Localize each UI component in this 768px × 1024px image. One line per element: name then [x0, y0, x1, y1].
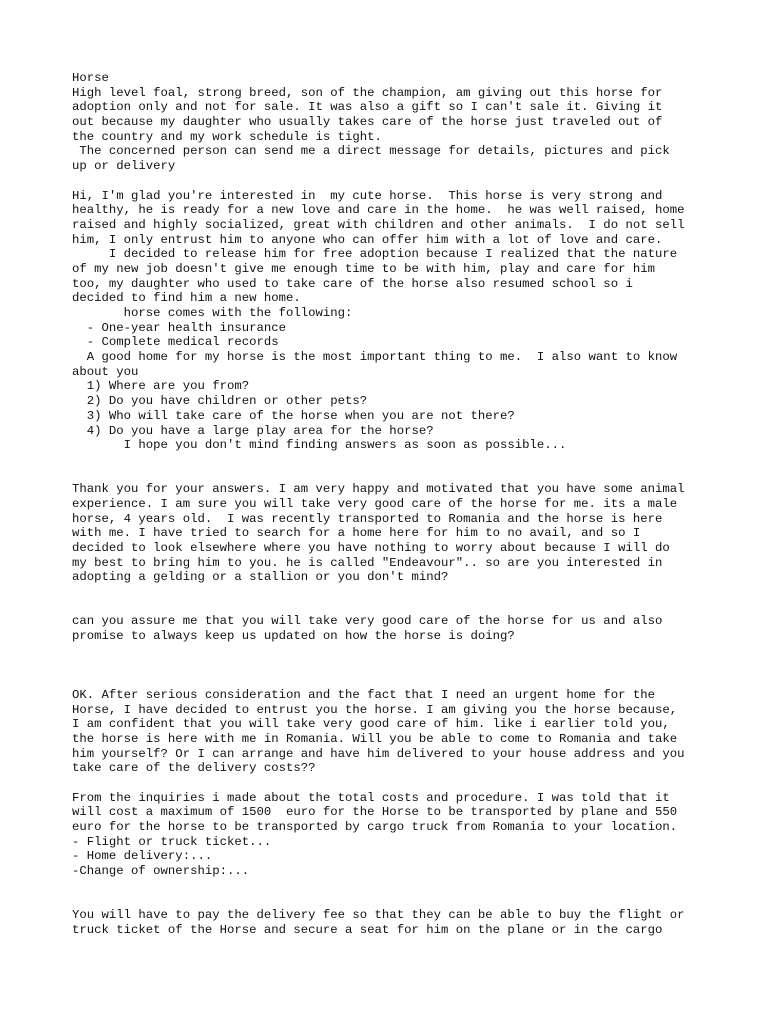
text-line: up or delivery [72, 159, 176, 174]
text-line: euro for the horse to be transported by cargo truck from Romania to your location. [72, 820, 678, 835]
text-line: horse comes with the following: [72, 306, 353, 320]
text-line: I hope you don't mind finding answers as soon as possible... [72, 438, 567, 453]
text-line: decided to look elsewhere where you have nothing to worry about because I will do [72, 541, 670, 555]
text-line [72, 453, 728, 468]
text-line: I decided to release him for free adoption because I realized that the nature [72, 247, 678, 262]
text-line [72, 468, 728, 483]
text-line [72, 673, 728, 688]
text-line [72, 659, 728, 674]
text-line: A good home for my horse is the most important thing to me. I also want to know [72, 350, 678, 365]
text-line: can you assure me that you will take very good care of the horse for us and also [72, 614, 663, 629]
text-line: him yourself? Or I can arrange and have him delivered to your house address and you [72, 746, 685, 761]
text-line [72, 600, 728, 615]
text-line [72, 644, 728, 659]
text-line: - Complete medical records [72, 335, 279, 350]
text-line: promise to always keep us updated on how the horse is doing? [72, 629, 515, 644]
text-line: 3) Who will take care of the horse when you are not there? [72, 408, 515, 423]
text-line: with me. I have tried to search for a home here for him to no avail, and so I [72, 526, 641, 541]
text-line: OK. After serious consideration and the fact that I need an urgent home for the [72, 687, 655, 702]
text-line: 1) Where are you from? [72, 379, 250, 394]
text-line: You will have to pay the delivery fee so that they can be able to buy the flight or [72, 908, 685, 923]
text-line: Horse, I have decided to entrust you the horse. I am giving you the horse because, [72, 702, 678, 717]
text-line: healthy, he is ready for a new love and care in the home. he was well raised, home [72, 203, 685, 218]
text-line: adoption only and not for sale. It was also a gift so I can't sale it. Giving it [72, 100, 663, 115]
text-line: the country and my work schedule is tight. [72, 129, 382, 144]
text-line: too, my daughter who used to take care of the horse also resumed school so i [72, 276, 633, 291]
text-line: -Change of ownership:... [72, 864, 250, 879]
text-line: out because my daughter who usually takes care of the horse just traveled out of [72, 115, 663, 130]
text-line: 2) Do you have children or other pets? [72, 394, 368, 409]
text-line: about you [72, 364, 139, 379]
text-line: him, I only entrust him to anyone who can offer him with a lot of love and care. [72, 232, 663, 247]
text-line: adopting a gelding or a stallion or you don't mind? [72, 570, 449, 585]
text-line: High level foal, strong breed, son of the champion, am giving out this horse for [72, 85, 663, 100]
text-line: decided to find him a new home. [72, 291, 301, 306]
text-line: - Flight or truck ticket... [72, 834, 272, 849]
text-line: Thank you for your answers. I am very happy and motivated that you have some animal [72, 482, 685, 497]
text-line: raised and highly socialized, great with children and other animals. I do not sell [72, 217, 685, 232]
text-line: From the inquiries i made about the total costs and procedure. I was told that it [72, 790, 670, 805]
text-line: the horse is here with me in Romania. Will you be able to come to Romania and take [72, 731, 678, 746]
text-line: horse, 4 years old. I was recently transported to Romania and the horse is here [72, 511, 663, 526]
text-line: Hi, I'm glad you're interested in my cute horse. This horse is very strong and [72, 188, 663, 203]
text-line: Horse [72, 71, 109, 85]
text-line: I am confident that you will take very good care of him. like i earlier told you, [72, 717, 670, 732]
text-line: will cost a maximum of 1500 euro for the Horse to be transported by plane and 550 [72, 805, 678, 820]
text-line [72, 879, 728, 894]
text-line: truck ticket of the Horse and secure a seat for him on the plane or in the cargo [72, 922, 663, 937]
text-line: The concerned person can send me a direct message for details, pictures and pick [72, 144, 670, 159]
text-line: - One-year health insurance [72, 320, 287, 335]
text-line [72, 174, 728, 189]
text-line: - Home delivery:... [72, 849, 213, 864]
text-line: 4) Do you have a large play area for the horse? [72, 423, 434, 438]
text-line [72, 894, 728, 909]
text-line: my best to bring him to you. he is called "Endeavour".. so are you interested in [72, 555, 663, 570]
text-line: of my new job doesn't give me enough time to be with him, play and care for him [72, 261, 655, 276]
text-line: take care of the delivery costs?? [72, 761, 316, 776]
text-line: experience. I am sure you will take very good care of the horse for me. its a male [72, 496, 678, 511]
text-line [72, 585, 728, 600]
text-line [72, 776, 728, 791]
